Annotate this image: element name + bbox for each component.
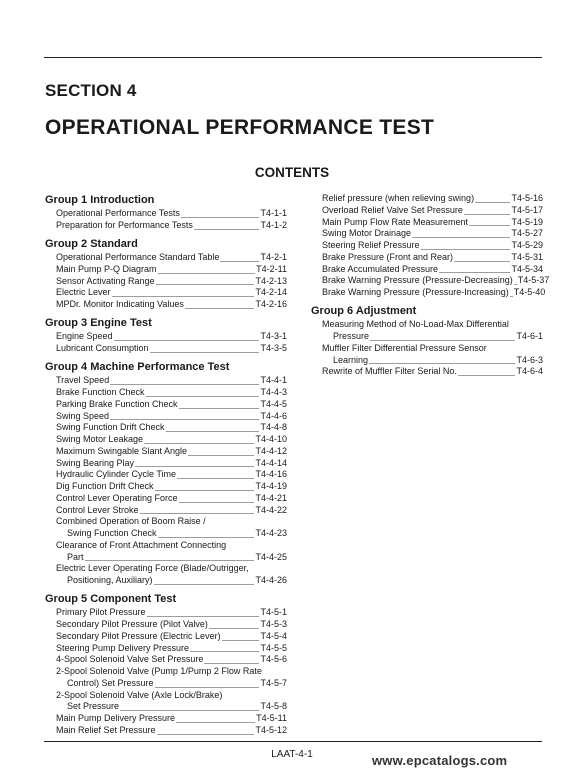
dot-leader <box>144 443 254 444</box>
toc-entry <box>45 387 287 399</box>
toc-entry-label: Sensor Activating Range <box>56 275 155 286</box>
dot-leader <box>510 296 513 297</box>
dot-leader <box>166 431 260 432</box>
toc-entry-label: Part <box>67 551 84 562</box>
dot-leader <box>147 616 260 617</box>
group-heading: Group 6 Adjustment <box>311 305 417 318</box>
toc-entry-page: T4-2-1 <box>260 252 287 262</box>
dot-leader <box>156 284 255 285</box>
toc-entry-label: Dig Function Drift Check <box>56 481 154 491</box>
toc-entry-label: Positioning, Auxiliary) <box>67 575 153 585</box>
toc-entry <box>45 528 287 540</box>
toc-entry <box>45 331 287 343</box>
toc-left-column <box>45 193 287 737</box>
toc-entry-page: T4-5-19 <box>511 216 543 227</box>
toc-entry-page: T4-4-1 <box>260 375 287 386</box>
dot-leader <box>157 734 255 735</box>
toc-entry <box>45 411 287 423</box>
toc-entry-label: Swing Motor Drainage <box>322 228 412 239</box>
toc-entry-page: T4-5-12 <box>255 724 287 735</box>
dot-leader <box>155 490 255 491</box>
toc-right-column <box>311 193 550 378</box>
toc-entry-label: MPDr. Monitor Indicating Values <box>56 299 184 309</box>
toc-entry-label-line: Electric Lever Operating Force (Blade/Outrigger, <box>56 563 249 574</box>
toc-entry-label: Rewrite of Muffler Filter Serial No. <box>322 366 457 377</box>
toc-entry-page: T4-1-2 <box>260 219 287 230</box>
top-rule <box>44 57 542 58</box>
toc-entry-page: T4-5-31 <box>511 251 543 262</box>
toc-entry-label: Swing Function Drift Check <box>56 422 165 433</box>
toc-entry <box>45 399 287 411</box>
toc-entry-page: T4-3-5 <box>260 343 287 353</box>
toc-entry <box>45 434 287 446</box>
toc-entry-page: T4-5-34 <box>511 263 543 274</box>
toc-entry-page: T4-4-23 <box>255 528 287 538</box>
toc-entry-page: T4-4-26 <box>255 575 287 585</box>
toc-entry-page: T4-4-21 <box>255 492 287 503</box>
toc-entry-label: Parking Brake Function Check <box>56 398 178 409</box>
toc-entry-page: T4-4-8 <box>260 422 287 433</box>
toc-entry-page: T4-3-1 <box>260 331 287 342</box>
toc-entry <box>45 287 287 299</box>
toc-entry-label: Swing Motor Leakage <box>56 434 144 444</box>
toc-entry <box>45 678 287 690</box>
toc-entry <box>311 228 543 240</box>
toc-entry <box>45 575 287 587</box>
toc-entry-page: T4-5-29 <box>511 240 543 250</box>
toc-entry <box>45 252 287 264</box>
toc-entry <box>311 217 543 229</box>
dot-leader <box>179 502 255 503</box>
toc-entry-label-line: Muffler Filter Differential Pressure Sensor <box>322 342 487 353</box>
dot-leader <box>135 466 254 467</box>
toc-entry-page: T4-5-4 <box>260 630 287 641</box>
contents-heading: CONTENTS <box>254 165 330 180</box>
toc-entry-page: T4-4-5 <box>260 398 287 409</box>
toc-entry-label: Control Lever Operating Force <box>56 492 178 503</box>
dot-leader <box>176 722 255 723</box>
toc-entry-label: Brake Accumulated Pressure <box>322 263 439 274</box>
toc-entry-page: T4-4-10 <box>255 434 287 444</box>
toc-entry <box>45 654 287 666</box>
toc-entry <box>311 275 550 287</box>
toc-entry-label: Operational Performance Standard Table <box>56 252 220 262</box>
toc-entry <box>45 552 287 564</box>
toc-entry-page: T4-2-16 <box>255 299 287 309</box>
toc-entry-page: T4-4-3 <box>260 387 287 397</box>
dot-leader <box>154 584 255 585</box>
page-number: LAAT-4-1 <box>271 749 313 760</box>
toc-entry-page: T4-2-13 <box>255 275 287 286</box>
toc-entry-label: Overload Relief Valve Set Pressure <box>322 204 463 215</box>
toc-entry-page: T4-5-6 <box>260 654 287 665</box>
toc-entry-page: T4-5-17 <box>511 204 543 215</box>
toc-entry-page: T4-5-27 <box>511 228 543 239</box>
toc-entry-label: Relief pressure (when relieving swing) <box>322 193 475 203</box>
toc-entry-label: Set Pressure <box>67 701 120 712</box>
dot-leader <box>146 396 260 397</box>
dot-leader <box>158 273 256 274</box>
toc-entry-label: Control) Set Pressure <box>67 677 154 688</box>
toc-entry <box>45 208 287 220</box>
toc-entry-label: Main Pump Flow Rate Measurement <box>322 216 469 227</box>
watermark: www.epcatalogs.com <box>372 753 508 768</box>
toc-entry <box>311 287 546 299</box>
group-heading: Group 5 Component Test <box>45 593 177 606</box>
group-heading: Group 4 Machine Performance Test <box>45 361 230 374</box>
dot-leader <box>412 237 510 238</box>
dot-leader <box>370 340 515 341</box>
section-label: SECTION 4 <box>45 81 137 100</box>
toc-entry <box>311 366 543 378</box>
dot-leader <box>439 272 510 273</box>
toc-entry-label: Swing Speed <box>56 410 110 421</box>
dot-leader <box>458 375 516 376</box>
toc-entry <box>45 505 287 517</box>
toc-entry <box>45 725 287 737</box>
toc-entry-page: T4-5-40 <box>513 287 546 297</box>
dot-leader <box>140 513 255 514</box>
dot-leader <box>85 560 255 561</box>
toc-entry <box>45 375 287 387</box>
dot-leader <box>158 537 255 538</box>
toc-entry-page: T4-4-6 <box>260 410 287 421</box>
toc-entry-page: T4-5-16 <box>511 193 543 203</box>
toc-entry-page: T4-5-8 <box>260 701 287 712</box>
dot-leader <box>150 352 260 353</box>
toc-entry-label: Electric Lever <box>56 287 111 298</box>
toc-entry <box>45 299 287 311</box>
toc-entry-page: T4-4-12 <box>255 445 287 456</box>
dot-leader <box>469 225 510 226</box>
toc-entry <box>45 493 287 505</box>
toc-entry-page: T4-5-37 <box>517 275 550 286</box>
dot-leader <box>194 229 260 230</box>
toc-entry <box>45 264 287 276</box>
dot-leader <box>181 217 260 218</box>
dot-leader <box>110 419 259 420</box>
toc-entry-page: T4-2-11 <box>256 263 287 274</box>
toc-entry <box>45 481 287 493</box>
dot-leader <box>120 710 259 711</box>
toc-entry <box>45 631 287 643</box>
toc-entry-label: Swing Bearing Play <box>56 457 135 468</box>
page-title: OPERATIONAL PERFORMANCE TEST <box>45 116 435 139</box>
toc-entry-label: Brake Function Check <box>56 387 145 397</box>
toc-entry-label: Primary Pilot Pressure <box>56 607 146 618</box>
toc-entry-label: Travel Speed <box>56 375 110 386</box>
dot-leader <box>112 296 255 297</box>
toc-entry-page: T4-5-1 <box>260 607 287 618</box>
toc-entry-label-line: 2-Spool Solenoid Valve (Axle Lock/Brake) <box>56 689 223 700</box>
toc-entry <box>45 343 287 355</box>
dot-leader <box>421 249 511 250</box>
toc-entry-page: T4-6-4 <box>516 366 543 377</box>
toc-entry <box>45 607 287 619</box>
dot-leader <box>188 455 254 456</box>
dot-leader <box>514 284 517 285</box>
dot-leader <box>179 408 260 409</box>
bottom-rule <box>44 741 542 742</box>
dot-leader <box>190 651 259 652</box>
toc-entry-label: Engine Speed <box>56 331 113 342</box>
toc-entry-label: Maximum Swingable Slant Angle <box>56 445 188 456</box>
toc-entry <box>311 240 543 252</box>
toc-entry-label: 4-Spool Solenoid Valve Set Pressure <box>56 654 204 665</box>
group-heading: Group 2 Standard <box>45 238 138 250</box>
toc-entry-page: T4-2-14 <box>255 287 287 298</box>
toc-entry-page: T4-4-25 <box>255 551 287 562</box>
dot-leader <box>454 261 510 262</box>
dot-leader <box>185 308 255 309</box>
toc-entry-page: T4-4-16 <box>255 469 287 480</box>
dot-leader <box>204 663 259 664</box>
group-heading: Group 1 Introduction <box>45 194 155 206</box>
toc-entry-label: Main Pump Delivery Pressure <box>56 713 176 723</box>
dot-leader <box>177 478 254 479</box>
toc-entry-page: T4-6-1 <box>516 331 543 341</box>
toc-entry <box>45 422 287 434</box>
toc-entry-label: Swing Function Check <box>67 528 157 538</box>
toc-entry <box>45 713 287 725</box>
dot-leader <box>222 640 260 641</box>
toc-entry-page: T4-5-3 <box>260 619 287 629</box>
toc-entry <box>311 355 543 367</box>
toc-entry <box>311 252 543 264</box>
toc-entry-label: Preparation for Performance Tests <box>56 219 193 230</box>
toc-entry-label: Pressure <box>333 331 370 341</box>
toc-entry <box>45 469 287 481</box>
toc-entry <box>45 446 287 458</box>
toc-entry <box>45 220 287 232</box>
dot-leader <box>110 384 259 385</box>
toc-entry-label: Steering Pump Delivery Pressure <box>56 642 190 653</box>
toc-entry <box>45 276 287 288</box>
toc-entry <box>45 619 287 631</box>
dot-leader <box>220 261 259 262</box>
toc-entry <box>311 205 543 217</box>
toc-entry-page: T4-4-22 <box>255 504 287 515</box>
toc-entry-label: Operational Performance Tests <box>56 208 180 218</box>
dot-leader <box>475 202 510 203</box>
toc-entry-label: Main Pump P-Q Diagram <box>56 263 157 274</box>
toc-entry-page: T4-5-11 <box>256 713 287 723</box>
toc-entry-page: T4-5-7 <box>260 677 287 688</box>
toc-entry-page: T4-4-19 <box>255 481 287 491</box>
toc-entry-label: Brake Warning Pressure (Pressure-Increasing) <box>322 287 509 297</box>
toc-entry-label: Secondary Pilot Pressure (Pilot Valve) <box>56 619 208 629</box>
toc-entry <box>311 264 543 276</box>
toc-entry-label-line: Measuring Method of No-Load-Max Differential <box>322 319 509 330</box>
dot-leader <box>369 363 515 364</box>
toc-entry <box>45 458 287 470</box>
toc-entry <box>45 643 287 655</box>
toc-entry-label: Steering Relief Pressure <box>322 240 420 250</box>
toc-entry <box>45 701 287 713</box>
toc-entry-page: T4-6-3 <box>516 354 543 365</box>
toc-entry-label: Control Lever Stroke <box>56 504 139 515</box>
toc-entry <box>311 193 543 205</box>
toc-entry <box>311 331 543 343</box>
toc-entry-label-line: Clearance of Front Attachment Connecting <box>56 539 227 550</box>
toc-entry-label: Learning <box>333 354 369 365</box>
toc-entry-label: Main Relief Set Pressure <box>56 724 156 735</box>
toc-entry-page: T4-1-1 <box>260 208 287 218</box>
dot-leader <box>114 340 260 341</box>
dot-leader <box>464 214 511 215</box>
toc-entry-page: T4-5-5 <box>260 642 287 653</box>
toc-entry-label: Secondary Pilot Pressure (Electric Lever) <box>56 630 221 641</box>
dot-leader <box>209 628 260 629</box>
toc-entry-label: Brake Warning Pressure (Pressure-Decreasing) <box>322 275 513 286</box>
toc-entry-page: T4-4-14 <box>255 457 287 468</box>
group-heading: Group 3 Engine Test <box>45 317 152 330</box>
toc-entry-label: Lubricant Consumption <box>56 343 149 353</box>
toc-entry-label: Brake Pressure (Front and Rear) <box>322 251 454 262</box>
toc-entry-label-line: 2-Spool Solenoid Valve (Pump 1/Pump 2 Flow Rate <box>56 666 262 676</box>
toc-entry-label-line: Combined Operation of Boom Raise / <box>56 516 206 527</box>
dot-leader <box>155 687 260 688</box>
toc-entry-label: Hydraulic Cylinder Cycle Time <box>56 469 177 480</box>
